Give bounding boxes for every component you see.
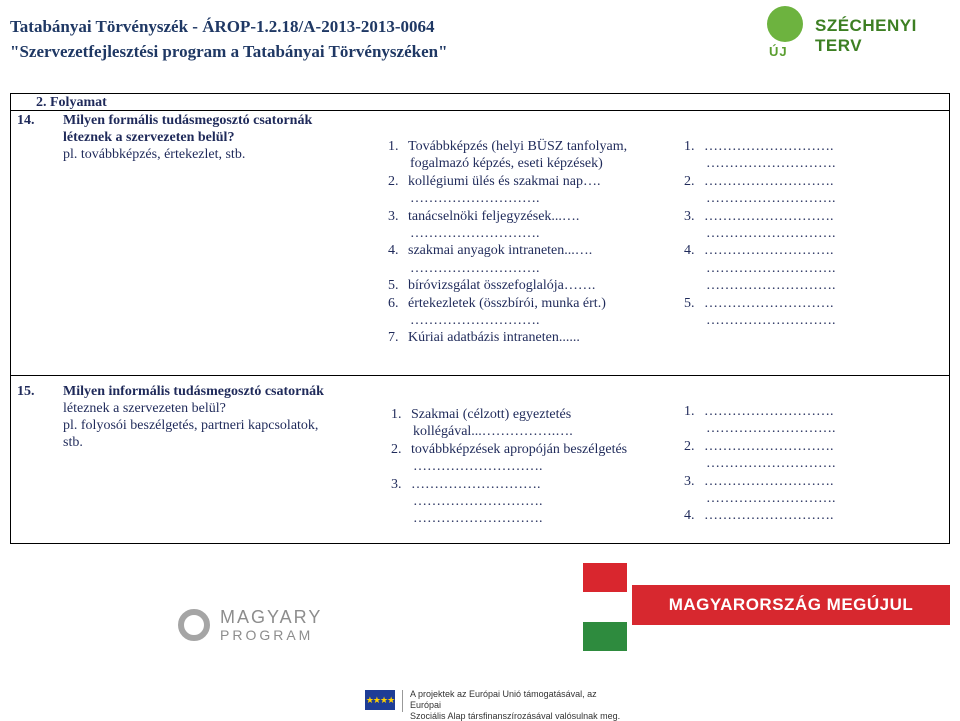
- magyarorszag-megujul-banner: MAGYARORSZÁG MEGÚJUL: [632, 585, 950, 625]
- question-15-blank-lines: [684, 403, 934, 525]
- magyary-line2: PROGRAM: [220, 627, 314, 643]
- question-15-example-cont: stb.: [63, 435, 83, 450]
- question-15-text: [63, 383, 363, 451]
- row-divider: [11, 375, 949, 376]
- question-14-blank-lines: [684, 138, 934, 329]
- q14-blank-extra: ……………………….: [706, 278, 836, 294]
- q14-blank-3: 3. ………………………. ……………………….: [684, 208, 836, 242]
- eu-funding-text: [410, 689, 630, 721]
- section-title: 2. Folyamat: [36, 95, 107, 110]
- hungarian-flag-icon: [583, 563, 627, 651]
- eu-divider: [402, 690, 403, 712]
- q15-blank-2: 2. ………………………. ……………………….: [684, 438, 836, 472]
- question-14-text: [63, 112, 363, 163]
- q14-blank-5: 5. ………………………. ……………………….: [684, 295, 836, 329]
- q14-blank-1: 1. ………………………. ……………………….: [684, 139, 836, 172]
- section-header: [11, 94, 949, 111]
- q15-answer-2: 2. továbbképzések apropóján beszélgetés ……………………….: [391, 441, 628, 475]
- q14-answer-7: 7. Kúriai adatbázis intraneten......: [388, 330, 580, 346]
- question-14-line1: Milyen formális tudásmegosztó csatornák: [63, 113, 313, 128]
- question-14-example: pl. továbbképzés, értekezlet, stb.: [63, 147, 246, 162]
- q14-answer-2: 2. kollégiumi ülés és szakmai nap…. ……………………….: [388, 173, 601, 207]
- document-subtitle: "Szervezetfejlesztési program a Tatabányai Törvényszéken": [10, 42, 448, 61]
- q14-blank-2: 2. ………………………. ……………………….: [684, 173, 836, 207]
- eu-text-line2: Szociális Alap társfinanszírozásával valósulnak meg.: [410, 711, 621, 721]
- question-15-example: pl. folyosói beszélgetés, partneri kapcsolatok,: [63, 418, 319, 433]
- questionnaire-table: [10, 93, 950, 544]
- eu-text-line1: A projektek az Európai Unió támogatásával, az Európai: [410, 689, 597, 710]
- question-15-line2: léteznek a szervezeten belül?: [63, 401, 226, 416]
- question-15-answers: [391, 406, 661, 528]
- q14-answer-5: 5. bíróvizsgálat összefoglalója…….: [388, 278, 596, 294]
- q15-answer-1: 1. Szakmai (célzott) egyeztetés kollégával...…………….….: [391, 407, 573, 440]
- szechenyi-leaf-icon: [767, 6, 803, 42]
- q15-answer-3: 3. ………………………. ………………………. ……………………….: [391, 476, 543, 527]
- question-14-number: 14.: [17, 113, 35, 128]
- q15-blank-4: 4. ……………………….: [684, 508, 834, 524]
- question-15-line1: Milyen informális tudásmegosztó csatornák: [63, 384, 324, 399]
- logo-name-text: SZÉCHENYI TERV: [815, 16, 917, 55]
- question-15-number: 15.: [17, 384, 35, 399]
- eu-flag-icon: ★★★★: [365, 690, 395, 710]
- q14-answer-4: 4. szakmai anyagok intraneten...…. ……………………….: [388, 243, 593, 276]
- logo-uj-text: ÚJ: [769, 44, 788, 59]
- szechenyi-terv-logo: [765, 4, 955, 62]
- q14-answer-3: 3. tanácselnöki feljegyzések...…. ……………………….: [388, 208, 580, 242]
- q14-blank-4: 4. ………………………. ……………………….: [684, 243, 836, 276]
- question-14-answers: [388, 138, 668, 347]
- magyary-program-logo: [178, 605, 328, 655]
- q15-blank-3: 3. ………………………. ……………………….: [684, 473, 836, 507]
- document-title: Tatabányai Törvényszék - ÁROP-1.2.18/A-2013-2013-0064: [10, 17, 435, 36]
- magyary-gear-icon: [178, 609, 210, 641]
- q15-blank-1: 1. ………………………. ……………………….: [684, 404, 836, 437]
- magyary-line1: MAGYARY: [220, 607, 323, 627]
- q14-answer-1: 1. Továbbképzés (helyi BÜSZ tanfolyam, fogalmazó képzés, eseti képzések): [388, 139, 628, 172]
- q14-answer-6: 6. értekezletek (összbírói, munka ért.) ……………………….: [388, 295, 606, 329]
- question-14-line2: léteznek a szervezeten belül?: [63, 130, 235, 145]
